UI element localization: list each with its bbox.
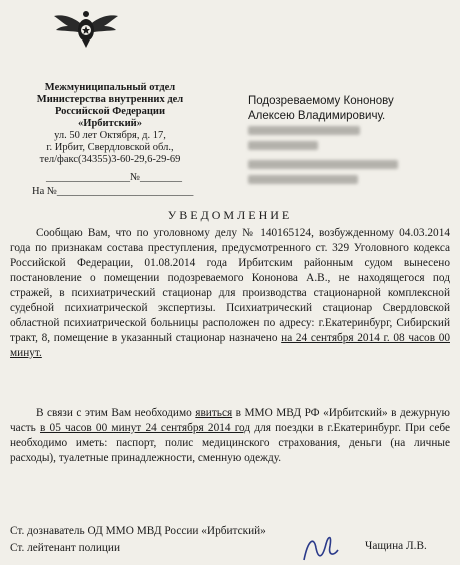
paragraph-1-text: Сообщаю Вам, что по уголовному делу № 140165124, возбужденному 04.03.2014 года по признакам состава преступления, предусмотренного ст. 329 Уголовного кодекса Российской Федерации, 01.08.2014 года Ирбитским районным судом вынесено постановление о помещении подозреваемого Кононова А.В., не находящегося под стражей, в психиатрический стационар для производства стационарной комплексной судебной психиатрической экспертизы. Психиатрический стационар Свердловской областной психиатрической больницы расположен по адресу: г.Екатеринбург, Сибирский тракт, 8, помещение в указанный стационар назначено <box>10 227 450 344</box>
dept-line: Межмуниципальный отдел <box>44 82 176 93</box>
signer-position: Ст. дознаватель ОД ММО МВД России «Ирбитский» <box>10 525 266 537</box>
address-line: г. Ирбит, Свердловской обл., <box>46 142 174 153</box>
paragraph-1-date: на 24 сентября 2014 г. 08 часов 00 минут. <box>10 332 450 359</box>
redacted-address <box>248 141 318 150</box>
paragraph-1 <box>10 226 450 361</box>
paragraph-2-time: в 05 часов 00 минут 24 сентября 2014 год <box>40 422 251 434</box>
paragraph-2-text: В связи с этим Вам необходимо <box>36 407 192 419</box>
document-title: УВЕДОМЛЕНИЕ <box>167 208 293 222</box>
addressee-line: Алексею Владимировичу. <box>248 110 386 122</box>
paragraph-2-text: для поездки в г.Екатеринбург. При себе необходимо иметь: паспорт, полис медицинского страхования, деньги (на личные расходы), туалетные принадлежности, сменную одежду. <box>10 422 451 464</box>
phone-line: тел/факс(34355)3-60-29,6-29-69 <box>39 154 181 165</box>
incoming-number-line: На №__________________________ <box>32 186 194 197</box>
signer-rank: Ст. лейтенант полиции <box>10 542 121 554</box>
redacted-address <box>248 126 360 135</box>
paragraph-2 <box>10 406 450 466</box>
redacted-address <box>248 175 358 184</box>
outgoing-number-line: ________________№________ <box>46 172 183 183</box>
sender-block <box>10 82 210 166</box>
dept-line: Российской Федерации <box>54 106 166 117</box>
signer-name: Чащина Л.В. <box>365 540 427 552</box>
dept-line: «Ирбитский» <box>78 118 142 129</box>
mvd-eagle-emblem-icon <box>52 6 120 50</box>
address-line: ул. 50 лет Октября, д. 17, <box>54 130 166 141</box>
addressee-block <box>248 94 394 124</box>
addressee-line: Подозреваемому Кононову <box>248 95 394 107</box>
dept-line: Министерства внутренних дел <box>36 94 184 105</box>
paragraph-2-text: в ММО МВД РФ «Ирбитский» в дежурную часть <box>10 407 450 434</box>
redacted-address <box>248 160 398 169</box>
paragraph-2-appear: явиться <box>195 407 233 419</box>
handwritten-signature-icon <box>300 530 342 564</box>
